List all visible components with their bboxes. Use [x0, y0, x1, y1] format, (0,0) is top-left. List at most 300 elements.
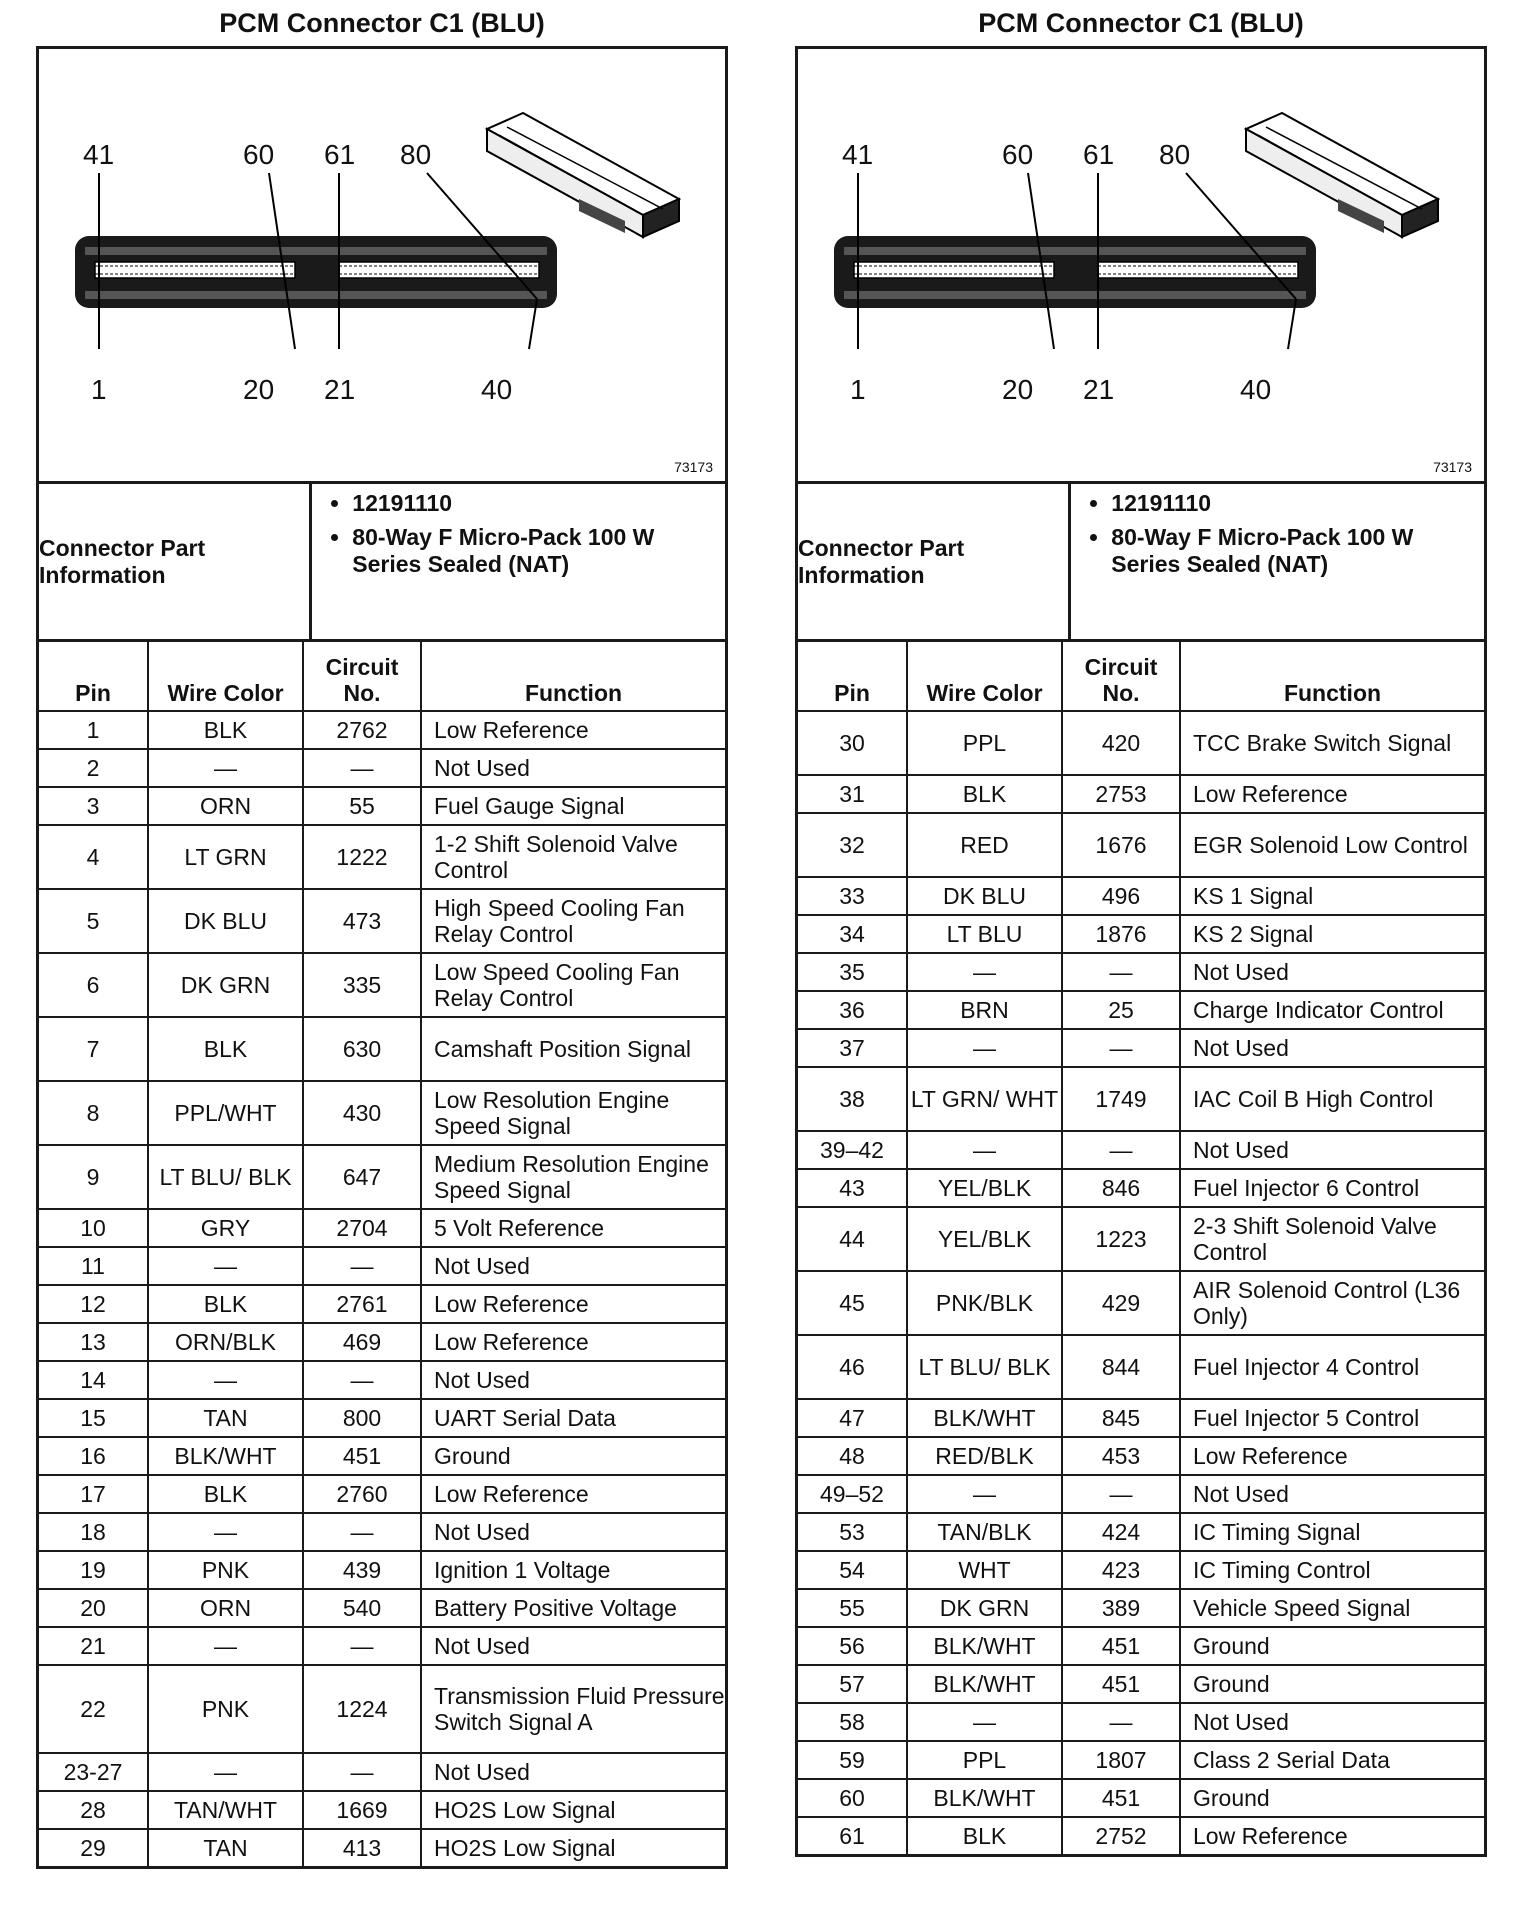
circuit-cell: 453: [1062, 1437, 1180, 1475]
table-row: [798, 1067, 1484, 1131]
wire-color-cell: RED: [907, 813, 1062, 877]
header-circuit-no: Circuit No.: [303, 642, 421, 711]
table-row: [798, 1665, 1484, 1703]
table-row: [798, 1703, 1484, 1741]
pin-cell: 35: [798, 953, 907, 991]
circuit-cell: 1749: [1062, 1067, 1180, 1131]
pin-cell: 1: [39, 711, 148, 749]
wire-color-cell: —: [148, 1513, 303, 1551]
connector-isometric-icon: [487, 113, 679, 237]
table-row: [798, 1437, 1484, 1475]
pin-label-60: 60: [243, 139, 275, 170]
circuit-cell: 800: [303, 1399, 421, 1437]
connector-drawing: [39, 49, 725, 481]
table-row: [798, 1513, 1484, 1551]
table-row: [798, 711, 1484, 775]
table-header: [798, 642, 1484, 711]
pin-cell: 30: [798, 711, 907, 775]
function-cell: Not Used: [1180, 1029, 1484, 1067]
pin-cell: 19: [39, 1551, 148, 1589]
pin-cell: 58: [798, 1703, 907, 1741]
function-cell: Vehicle Speed Signal: [1180, 1589, 1484, 1627]
circuit-cell: 540: [303, 1589, 421, 1627]
header-circuit-no: Circuit No.: [1062, 642, 1180, 711]
function-cell: Class 2 Serial Data: [1180, 1741, 1484, 1779]
pin-cell: 5: [39, 889, 148, 953]
pin-cell: 61: [798, 1817, 907, 1854]
wire-color-cell: —: [907, 1703, 1062, 1741]
circuit-cell: 423: [1062, 1551, 1180, 1589]
connector-figure: [39, 49, 725, 484]
connector-title: PCM Connector C1 (BLU): [219, 8, 545, 38]
wire-color-cell: BRN: [907, 991, 1062, 1029]
wire-color-cell: BLK: [148, 1475, 303, 1513]
wire-color-cell: TAN: [148, 1829, 303, 1866]
circuit-cell: 451: [1062, 1779, 1180, 1817]
pin-cell: 13: [39, 1323, 148, 1361]
table-row: [39, 953, 725, 1017]
connector-isometric-icon: [1246, 113, 1438, 237]
circuit-cell: 1676: [1062, 813, 1180, 877]
wire-color-cell: DK BLU: [148, 889, 303, 953]
table-row: [39, 1475, 725, 1513]
circuit-cell: 451: [1062, 1665, 1180, 1703]
table-row: [798, 1589, 1484, 1627]
table-row: [798, 877, 1484, 915]
circuit-cell: 2752: [1062, 1817, 1180, 1854]
function-cell: Ground: [1180, 1627, 1484, 1665]
pin-cell: 8: [39, 1081, 148, 1145]
pin-cell: 23-27: [39, 1753, 148, 1791]
table-row: [798, 1271, 1484, 1335]
pin-cell: 36: [798, 991, 907, 1029]
wire-color-cell: —: [907, 1475, 1062, 1513]
circuit-cell: 647: [303, 1145, 421, 1209]
wire-color-cell: DK GRN: [907, 1589, 1062, 1627]
left-connector-panel: [36, 0, 728, 1869]
pin-label-1: 1: [850, 374, 866, 405]
function-cell: AIR Solenoid Control (L36 Only): [1180, 1271, 1484, 1335]
wire-color-cell: YEL/BLK: [907, 1169, 1062, 1207]
table-row: [798, 953, 1484, 991]
connector-figure: [798, 49, 1484, 484]
pin-cell: 22: [39, 1665, 148, 1753]
pin-cell: 48: [798, 1437, 907, 1475]
part-info-label: Connector Part Information: [39, 484, 312, 639]
function-cell: Not Used: [1180, 953, 1484, 991]
circuit-cell: —: [1062, 1029, 1180, 1067]
function-cell: Low Speed Cooling Fan Relay Control: [421, 953, 725, 1017]
circuit-cell: 844: [1062, 1335, 1180, 1399]
part-number: • 12191110: [1111, 490, 1484, 517]
table-row: [798, 1399, 1484, 1437]
function-cell: Camshaft Position Signal: [421, 1017, 725, 1081]
wire-color-cell: —: [148, 1361, 303, 1399]
pin-cell: 60: [798, 1779, 907, 1817]
circuit-cell: 2704: [303, 1209, 421, 1247]
circuit-cell: —: [303, 1247, 421, 1285]
circuit-cell: 1807: [1062, 1741, 1180, 1779]
connector-title: PCM Connector C1 (BLU): [978, 8, 1304, 38]
circuit-cell: 473: [303, 889, 421, 953]
wire-color-cell: PPL: [907, 711, 1062, 775]
header-function: Function: [1180, 642, 1484, 711]
table-row: [798, 1029, 1484, 1067]
pin-label-21: 21: [1083, 374, 1115, 405]
circuit-cell: —: [303, 1513, 421, 1551]
pin-cell: 53: [798, 1513, 907, 1551]
pin-cell: 47: [798, 1399, 907, 1437]
table-row: [39, 749, 725, 787]
pin-cell: 15: [39, 1399, 148, 1437]
circuit-cell: 2761: [303, 1285, 421, 1323]
table-row: [798, 775, 1484, 813]
wire-color-cell: —: [148, 1247, 303, 1285]
circuit-cell: 1876: [1062, 915, 1180, 953]
circuit-cell: 1669: [303, 1791, 421, 1829]
circuit-cell: 1223: [1062, 1207, 1180, 1271]
pin-cell: 38: [798, 1067, 907, 1131]
function-cell: TCC Brake Switch Signal: [1180, 711, 1484, 775]
table-row: [39, 787, 725, 825]
function-cell: HO2S Low Signal: [421, 1791, 725, 1829]
pinout-table: [798, 642, 1484, 1854]
table-row: [798, 1817, 1484, 1854]
table-row: [39, 1753, 725, 1791]
part-description: • 80-Way F Micro-Pack 100 W Series Sealed (NAT): [352, 524, 725, 578]
function-cell: Low Reference: [421, 1475, 725, 1513]
table-row: [39, 1323, 725, 1361]
pin-cell: 34: [798, 915, 907, 953]
wire-color-cell: TAN/WHT: [148, 1791, 303, 1829]
pin-cell: 12: [39, 1285, 148, 1323]
wire-color-cell: LT BLU/ BLK: [148, 1145, 303, 1209]
wire-color-cell: DK GRN: [148, 953, 303, 1017]
pin-cell: 49–52: [798, 1475, 907, 1513]
pin-cell: 46: [798, 1335, 907, 1399]
pin-cell: 10: [39, 1209, 148, 1247]
table-row: [39, 711, 725, 749]
table-row: [39, 1589, 725, 1627]
circuit-cell: 496: [1062, 877, 1180, 915]
pin-label-80: 80: [400, 139, 432, 170]
table-row: [39, 1829, 725, 1866]
figure-code: 73173: [1433, 459, 1472, 475]
pin-label-21: 21: [324, 374, 356, 405]
circuit-cell: —: [303, 1627, 421, 1665]
pin-label-41: 41: [842, 139, 874, 170]
wire-color-cell: —: [148, 1627, 303, 1665]
function-cell: Not Used: [1180, 1703, 1484, 1741]
pin-cell: 32: [798, 813, 907, 877]
wire-color-cell: BLK/WHT: [907, 1627, 1062, 1665]
function-cell: Low Reference: [1180, 1437, 1484, 1475]
circuit-cell: 845: [1062, 1399, 1180, 1437]
table-row: [39, 1437, 725, 1475]
header-pin: Pin: [39, 642, 148, 711]
wire-color-cell: LT BLU: [907, 915, 1062, 953]
pin-cell: 56: [798, 1627, 907, 1665]
pin-cell: 6: [39, 953, 148, 1017]
pin-label-1: 1: [91, 374, 107, 405]
function-cell: Not Used: [421, 749, 725, 787]
pin-cell: 59: [798, 1741, 907, 1779]
table-header: [39, 642, 725, 711]
circuit-cell: —: [303, 1753, 421, 1791]
table-row: [39, 825, 725, 889]
circuit-cell: 451: [303, 1437, 421, 1475]
pin-label-80: 80: [1159, 139, 1191, 170]
wire-color-cell: —: [148, 1753, 303, 1791]
function-cell: Low Reference: [1180, 775, 1484, 813]
header-pin: Pin: [798, 642, 907, 711]
function-cell: Transmission Fluid Pressure Switch Signal A: [421, 1665, 725, 1753]
circuit-cell: 429: [1062, 1271, 1180, 1335]
wire-color-cell: GRY: [148, 1209, 303, 1247]
function-cell: High Speed Cooling Fan Relay Control: [421, 889, 725, 953]
function-cell: UART Serial Data: [421, 1399, 725, 1437]
circuit-cell: 2762: [303, 711, 421, 749]
circuit-cell: —: [303, 1361, 421, 1399]
function-cell: Low Reference: [421, 1285, 725, 1323]
table-row: [798, 1551, 1484, 1589]
connector-part-info: [39, 484, 725, 642]
table-row: [798, 1741, 1484, 1779]
function-cell: Ignition 1 Voltage: [421, 1551, 725, 1589]
connector-drawing: [798, 49, 1484, 481]
function-cell: Charge Indicator Control: [1180, 991, 1484, 1029]
function-cell: Not Used: [421, 1627, 725, 1665]
pin-label-40: 40: [1240, 374, 1272, 405]
connector-frame: [795, 46, 1487, 1857]
wire-color-cell: PNK: [148, 1665, 303, 1753]
pin-cell: 9: [39, 1145, 148, 1209]
wire-color-cell: LT GRN/ WHT: [907, 1067, 1062, 1131]
table-row: [39, 1017, 725, 1081]
function-cell: HO2S Low Signal: [421, 1829, 725, 1866]
function-cell: EGR Solenoid Low Control: [1180, 813, 1484, 877]
wire-color-cell: YEL/BLK: [907, 1207, 1062, 1271]
wire-color-cell: BLK/WHT: [907, 1665, 1062, 1703]
circuit-cell: 2760: [303, 1475, 421, 1513]
function-cell: IAC Coil B High Control: [1180, 1067, 1484, 1131]
wire-color-cell: PPL: [907, 1741, 1062, 1779]
wire-color-cell: DK BLU: [907, 877, 1062, 915]
function-cell: Low Reference: [421, 1323, 725, 1361]
pin-cell: 7: [39, 1017, 148, 1081]
table-row: [39, 1627, 725, 1665]
table-row: [39, 1209, 725, 1247]
function-cell: Not Used: [1180, 1475, 1484, 1513]
header-wire-color: Wire Color: [907, 642, 1062, 711]
pin-cell: 43: [798, 1169, 907, 1207]
pin-cell: 54: [798, 1551, 907, 1589]
pin-label-60: 60: [1002, 139, 1034, 170]
function-cell: 1-2 Shift Solenoid Valve Control: [421, 825, 725, 889]
function-cell: 5 Volt Reference: [421, 1209, 725, 1247]
circuit-cell: 413: [303, 1829, 421, 1866]
table-row: [39, 889, 725, 953]
table-row: [39, 1791, 725, 1829]
circuit-cell: 469: [303, 1323, 421, 1361]
table-row: [39, 1399, 725, 1437]
pin-cell: 31: [798, 775, 907, 813]
function-cell: Medium Resolution Engine Speed Signal: [421, 1145, 725, 1209]
wire-color-cell: ORN: [148, 1589, 303, 1627]
wire-color-cell: TAN/BLK: [907, 1513, 1062, 1551]
pin-cell: 55: [798, 1589, 907, 1627]
pinout-table: [39, 642, 725, 1866]
function-cell: Low Reference: [421, 711, 725, 749]
circuit-cell: 439: [303, 1551, 421, 1589]
pin-cell: 17: [39, 1475, 148, 1513]
wire-color-cell: WHT: [907, 1551, 1062, 1589]
table-row: [798, 813, 1484, 877]
pin-cell: 21: [39, 1627, 148, 1665]
circuit-cell: —: [1062, 1131, 1180, 1169]
table-row: [39, 1081, 725, 1145]
wire-color-cell: BLK: [907, 775, 1062, 813]
pin-cell: 2: [39, 749, 148, 787]
circuit-cell: 846: [1062, 1169, 1180, 1207]
connector-part-info: [798, 484, 1484, 642]
circuit-cell: 1224: [303, 1665, 421, 1753]
function-cell: IC Timing Control: [1180, 1551, 1484, 1589]
circuit-cell: 55: [303, 787, 421, 825]
header-wire-color: Wire Color: [148, 642, 303, 711]
function-cell: Ground: [1180, 1779, 1484, 1817]
circuit-cell: —: [1062, 1703, 1180, 1741]
function-cell: Not Used: [1180, 1131, 1484, 1169]
table-row: [798, 1779, 1484, 1817]
header-function: Function: [421, 642, 725, 711]
wire-color-cell: PNK: [148, 1551, 303, 1589]
pin-cell: 4: [39, 825, 148, 889]
part-info-list: [312, 484, 725, 639]
wire-color-cell: —: [907, 1029, 1062, 1067]
function-cell: Not Used: [421, 1513, 725, 1551]
function-cell: Not Used: [421, 1361, 725, 1399]
circuit-cell: 630: [303, 1017, 421, 1081]
pin-label-61: 61: [1083, 139, 1115, 170]
function-cell: Fuel Injector 5 Control: [1180, 1399, 1484, 1437]
function-cell: Fuel Gauge Signal: [421, 787, 725, 825]
circuit-cell: —: [303, 749, 421, 787]
function-cell: Not Used: [421, 1753, 725, 1791]
wire-color-cell: TAN: [148, 1399, 303, 1437]
function-cell: Low Reference: [1180, 1817, 1484, 1854]
circuit-cell: —: [1062, 953, 1180, 991]
wire-color-cell: BLK: [907, 1817, 1062, 1854]
wire-color-cell: ORN/BLK: [148, 1323, 303, 1361]
circuit-cell: 25: [1062, 991, 1180, 1029]
wire-color-cell: —: [907, 1131, 1062, 1169]
table-row: [798, 1627, 1484, 1665]
table-row: [39, 1247, 725, 1285]
pin-cell: 29: [39, 1829, 148, 1866]
pin-label-20: 20: [1002, 374, 1034, 405]
circuit-cell: 424: [1062, 1513, 1180, 1551]
function-cell: Fuel Injector 6 Control: [1180, 1169, 1484, 1207]
table-row: [39, 1513, 725, 1551]
table-row: [798, 991, 1484, 1029]
function-cell: Ground: [421, 1437, 725, 1475]
table-row: [39, 1665, 725, 1753]
pin-cell: 16: [39, 1437, 148, 1475]
circuit-cell: —: [1062, 1475, 1180, 1513]
pin-label-41: 41: [83, 139, 115, 170]
pin-cell: 20: [39, 1589, 148, 1627]
function-cell: KS 1 Signal: [1180, 877, 1484, 915]
circuit-cell: 420: [1062, 711, 1180, 775]
right-connector-panel: [795, 0, 1487, 1857]
function-cell: 2-3 Shift Solenoid Valve Control: [1180, 1207, 1484, 1271]
table-row: [798, 915, 1484, 953]
part-info-list: [1071, 484, 1484, 639]
function-cell: Ground: [1180, 1665, 1484, 1703]
pin-cell: 28: [39, 1791, 148, 1829]
table-row: [39, 1361, 725, 1399]
wire-color-cell: ORN: [148, 787, 303, 825]
pin-cell: 11: [39, 1247, 148, 1285]
function-cell: Not Used: [421, 1247, 725, 1285]
wire-color-cell: PNK/BLK: [907, 1271, 1062, 1335]
circuit-cell: 389: [1062, 1589, 1180, 1627]
part-description: • 80-Way F Micro-Pack 100 W Series Sealed (NAT): [1111, 524, 1484, 578]
pin-cell: 57: [798, 1665, 907, 1703]
pin-cell: 14: [39, 1361, 148, 1399]
pin-cell: 3: [39, 787, 148, 825]
wire-color-cell: BLK: [148, 1017, 303, 1081]
pin-cell: 18: [39, 1513, 148, 1551]
wire-color-cell: —: [148, 749, 303, 787]
wire-color-cell: PPL/WHT: [148, 1081, 303, 1145]
connector-frame: [36, 46, 728, 1869]
wire-color-cell: BLK: [148, 1285, 303, 1323]
function-cell: IC Timing Signal: [1180, 1513, 1484, 1551]
table-row: [39, 1551, 725, 1589]
pin-label-20: 20: [243, 374, 275, 405]
function-cell: Fuel Injector 4 Control: [1180, 1335, 1484, 1399]
wire-color-cell: BLK: [148, 711, 303, 749]
wire-color-cell: RED/BLK: [907, 1437, 1062, 1475]
pin-label-40: 40: [481, 374, 513, 405]
table-row: [39, 1285, 725, 1323]
part-number: • 12191110: [352, 490, 725, 517]
table-row: [798, 1475, 1484, 1513]
wire-color-cell: BLK/WHT: [907, 1779, 1062, 1817]
table-row: [798, 1335, 1484, 1399]
circuit-cell: 1222: [303, 825, 421, 889]
circuit-cell: 451: [1062, 1627, 1180, 1665]
circuit-cell: 335: [303, 953, 421, 1017]
table-row: [798, 1169, 1484, 1207]
wire-color-cell: BLK/WHT: [148, 1437, 303, 1475]
pin-cell: 44: [798, 1207, 907, 1271]
table-row: [798, 1207, 1484, 1271]
table-row: [39, 1145, 725, 1209]
table-row: [798, 1131, 1484, 1169]
part-info-label: Connector Part Information: [798, 484, 1071, 639]
pin-label-61: 61: [324, 139, 356, 170]
function-cell: Battery Positive Voltage: [421, 1589, 725, 1627]
pin-cell: 39–42: [798, 1131, 907, 1169]
wire-color-cell: LT BLU/ BLK: [907, 1335, 1062, 1399]
function-cell: Low Resolution Engine Speed Signal: [421, 1081, 725, 1145]
pin-cell: 37: [798, 1029, 907, 1067]
circuit-cell: 430: [303, 1081, 421, 1145]
wire-color-cell: LT GRN: [148, 825, 303, 889]
